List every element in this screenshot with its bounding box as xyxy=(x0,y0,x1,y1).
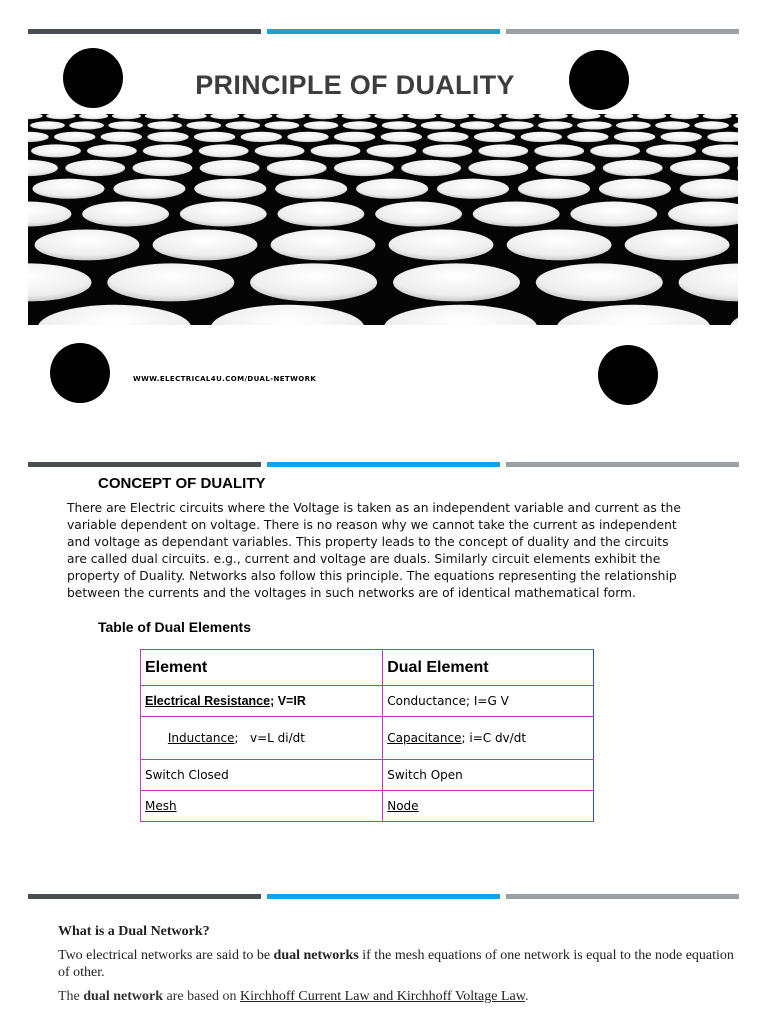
hero-disc xyxy=(616,121,651,129)
section-divider-dark xyxy=(28,462,261,467)
hero-disc xyxy=(389,230,494,261)
table-cell: Switch Closed xyxy=(141,760,383,791)
separator: ; xyxy=(234,731,250,745)
hero-disc xyxy=(275,179,347,199)
hero-disc xyxy=(311,144,361,157)
basis-emphasis: dual network xyxy=(83,989,163,1004)
bottom-divider-grey xyxy=(506,894,739,899)
hero-disc xyxy=(82,202,169,227)
top-divider-grey xyxy=(506,29,739,34)
table-cell xyxy=(383,717,594,760)
hero-disc xyxy=(153,230,258,261)
hero-disc xyxy=(423,144,473,157)
basis-text: . xyxy=(524,989,529,1004)
concept-heading: CONCEPT OF DUALITY xyxy=(98,475,266,492)
black-circle-icon xyxy=(50,343,110,403)
hero-disc xyxy=(225,121,260,129)
hero-disc xyxy=(478,144,528,157)
hero-disc xyxy=(304,121,339,129)
hero-disc xyxy=(393,263,520,301)
hero-image xyxy=(28,114,738,325)
hero-disc xyxy=(590,144,640,157)
hero-disc xyxy=(401,160,461,176)
black-circle-icon xyxy=(598,345,658,405)
top-divider-blue xyxy=(267,29,500,34)
capacitance-label: Capacitance xyxy=(387,731,462,745)
bottom-divider-blue xyxy=(267,894,500,899)
hero-disc xyxy=(421,121,456,129)
black-circle-icon xyxy=(569,50,629,110)
hero-disc xyxy=(250,263,377,301)
hero-disc xyxy=(460,121,495,129)
hero-disc xyxy=(536,263,663,301)
hero-disc xyxy=(625,230,730,261)
definition-text: if the mesh equations of one network is equal to the node equation of other. xyxy=(58,948,734,980)
hero-disc xyxy=(356,179,428,199)
hero-disc xyxy=(437,179,509,199)
table-title: Table of Dual Elements xyxy=(98,619,251,635)
kirchhoff-laws-link[interactable]: Kirchhoff Current Law and Kirchhoff Voltage Law xyxy=(239,989,525,1004)
hero-disc xyxy=(255,144,305,157)
hero-disc xyxy=(133,160,193,176)
hero-disc xyxy=(147,121,182,129)
hero-disc xyxy=(534,144,584,157)
basis-text: are based on xyxy=(163,989,240,1004)
hero-disc xyxy=(186,121,221,129)
dual-network-definition xyxy=(58,947,738,981)
definition-emphasis: dual networks xyxy=(273,948,359,963)
table-row xyxy=(141,717,594,760)
hero-disc xyxy=(194,179,266,199)
black-circle-icon xyxy=(63,48,123,108)
inductance-equation: v=L di/dt xyxy=(250,731,305,745)
hero-disc xyxy=(499,121,534,129)
hero-disc xyxy=(143,144,193,157)
hero-disc xyxy=(655,121,690,129)
header-element: Element xyxy=(141,650,383,686)
hero-disc xyxy=(54,132,95,142)
hero-disc xyxy=(521,132,562,142)
separator: ; xyxy=(466,694,474,708)
bottom-divider-dark xyxy=(28,894,261,899)
table-cell xyxy=(141,791,383,822)
hero-disc xyxy=(577,121,612,129)
capacitance-equation: i=C dv/dt xyxy=(469,731,527,745)
hero-disc xyxy=(334,160,394,176)
hero-disc xyxy=(427,132,468,142)
hero-disc xyxy=(367,144,417,157)
section-divider-blue xyxy=(267,462,500,467)
hero-disc xyxy=(87,144,137,157)
hero-disc xyxy=(536,160,596,176)
table-row xyxy=(141,791,594,822)
mesh-label: Mesh xyxy=(145,799,177,813)
hero-disc xyxy=(538,121,573,129)
hero-disc xyxy=(113,179,185,199)
separator: ; xyxy=(270,694,278,708)
table-cell xyxy=(141,717,383,760)
hero-disc xyxy=(107,263,234,301)
resistance-equation: V=IR xyxy=(277,694,306,708)
hero-disc xyxy=(200,160,260,176)
hero-disc xyxy=(670,160,730,176)
table-cell xyxy=(383,791,594,822)
hero-disc xyxy=(567,132,608,142)
separator: ; xyxy=(461,731,470,745)
page-title: PRINCIPLE OF DUALITY xyxy=(195,70,515,100)
dual-network-basis xyxy=(58,989,528,1005)
hero-disc xyxy=(287,132,328,142)
top-divider-dark xyxy=(28,29,261,34)
hero-disc xyxy=(35,230,140,261)
hero-disc xyxy=(694,121,729,129)
hero-disc xyxy=(646,144,696,157)
hero-disc xyxy=(199,144,249,157)
hero-disc xyxy=(473,202,560,227)
definition-text: Two electrical networks are said to be xyxy=(58,948,274,963)
hero-disc xyxy=(603,160,663,176)
hero-disc xyxy=(267,160,327,176)
concept-paragraph: There are Electric circuits where the Voltage is taken as an independent variable and current as the variable dependent on voltage. There is no reason why we cannot take the current as independent and voltage as dependant variables. This property leads to the concept of duality and the circuits are called dual circuits. e.g., current and voltage are duals. Similarly circuit elements exhibit the property of Duality. Networks also follow this principle. The equations representing the relationship between the currents and the voltages in such networks are of identical mathematical form. xyxy=(67,501,681,600)
source-link[interactable]: WWW.ELECTRICAL4U.COM/DUAL-NETWORK xyxy=(133,375,317,383)
hero-disc xyxy=(343,121,378,129)
table-row xyxy=(141,760,594,791)
hero-disc xyxy=(194,132,235,142)
hero-disc xyxy=(381,132,422,142)
hero-disc xyxy=(382,121,417,129)
hero-disc xyxy=(518,179,590,199)
hero-disc xyxy=(278,202,365,227)
resistance-label: Electrical Resistance xyxy=(145,694,271,708)
hero-disc xyxy=(334,132,375,142)
hero-disc xyxy=(180,202,267,227)
hero-disc xyxy=(101,132,142,142)
conductance-equation: I=G V xyxy=(473,694,509,708)
table-cell: Switch Open xyxy=(383,760,594,791)
conductance-label: Conductance xyxy=(387,694,467,708)
hero-disc xyxy=(271,230,376,261)
table-header-row xyxy=(141,650,594,686)
hero-disc xyxy=(241,132,282,142)
hero-disc xyxy=(375,202,462,227)
hero-disc xyxy=(108,121,143,129)
hero-disc xyxy=(661,132,702,142)
hero-disc xyxy=(33,179,105,199)
hero-disc xyxy=(474,132,515,142)
hero-disc xyxy=(468,160,528,176)
hero-disc xyxy=(65,160,125,176)
dual-network-question: What is a Dual Network? xyxy=(58,924,210,939)
hero-disc xyxy=(69,121,104,129)
hero-disc xyxy=(265,121,300,129)
section-divider-grey xyxy=(506,462,739,467)
hero-disc xyxy=(30,121,65,129)
dual-elements-table xyxy=(140,649,594,822)
table-cell xyxy=(383,686,594,717)
hero-disc xyxy=(31,144,81,157)
hero-disc xyxy=(599,179,671,199)
node-label: Node xyxy=(387,799,419,813)
table-row xyxy=(141,686,594,717)
hero-disc xyxy=(570,202,657,227)
inductance-label: Inductance xyxy=(167,731,235,745)
table-cell xyxy=(141,686,383,717)
basis-text: The xyxy=(58,989,84,1004)
hero-disc xyxy=(614,132,655,142)
header-dual-element: Dual Element xyxy=(383,650,594,686)
hero-disc xyxy=(147,132,188,142)
hero-disc xyxy=(507,230,612,261)
